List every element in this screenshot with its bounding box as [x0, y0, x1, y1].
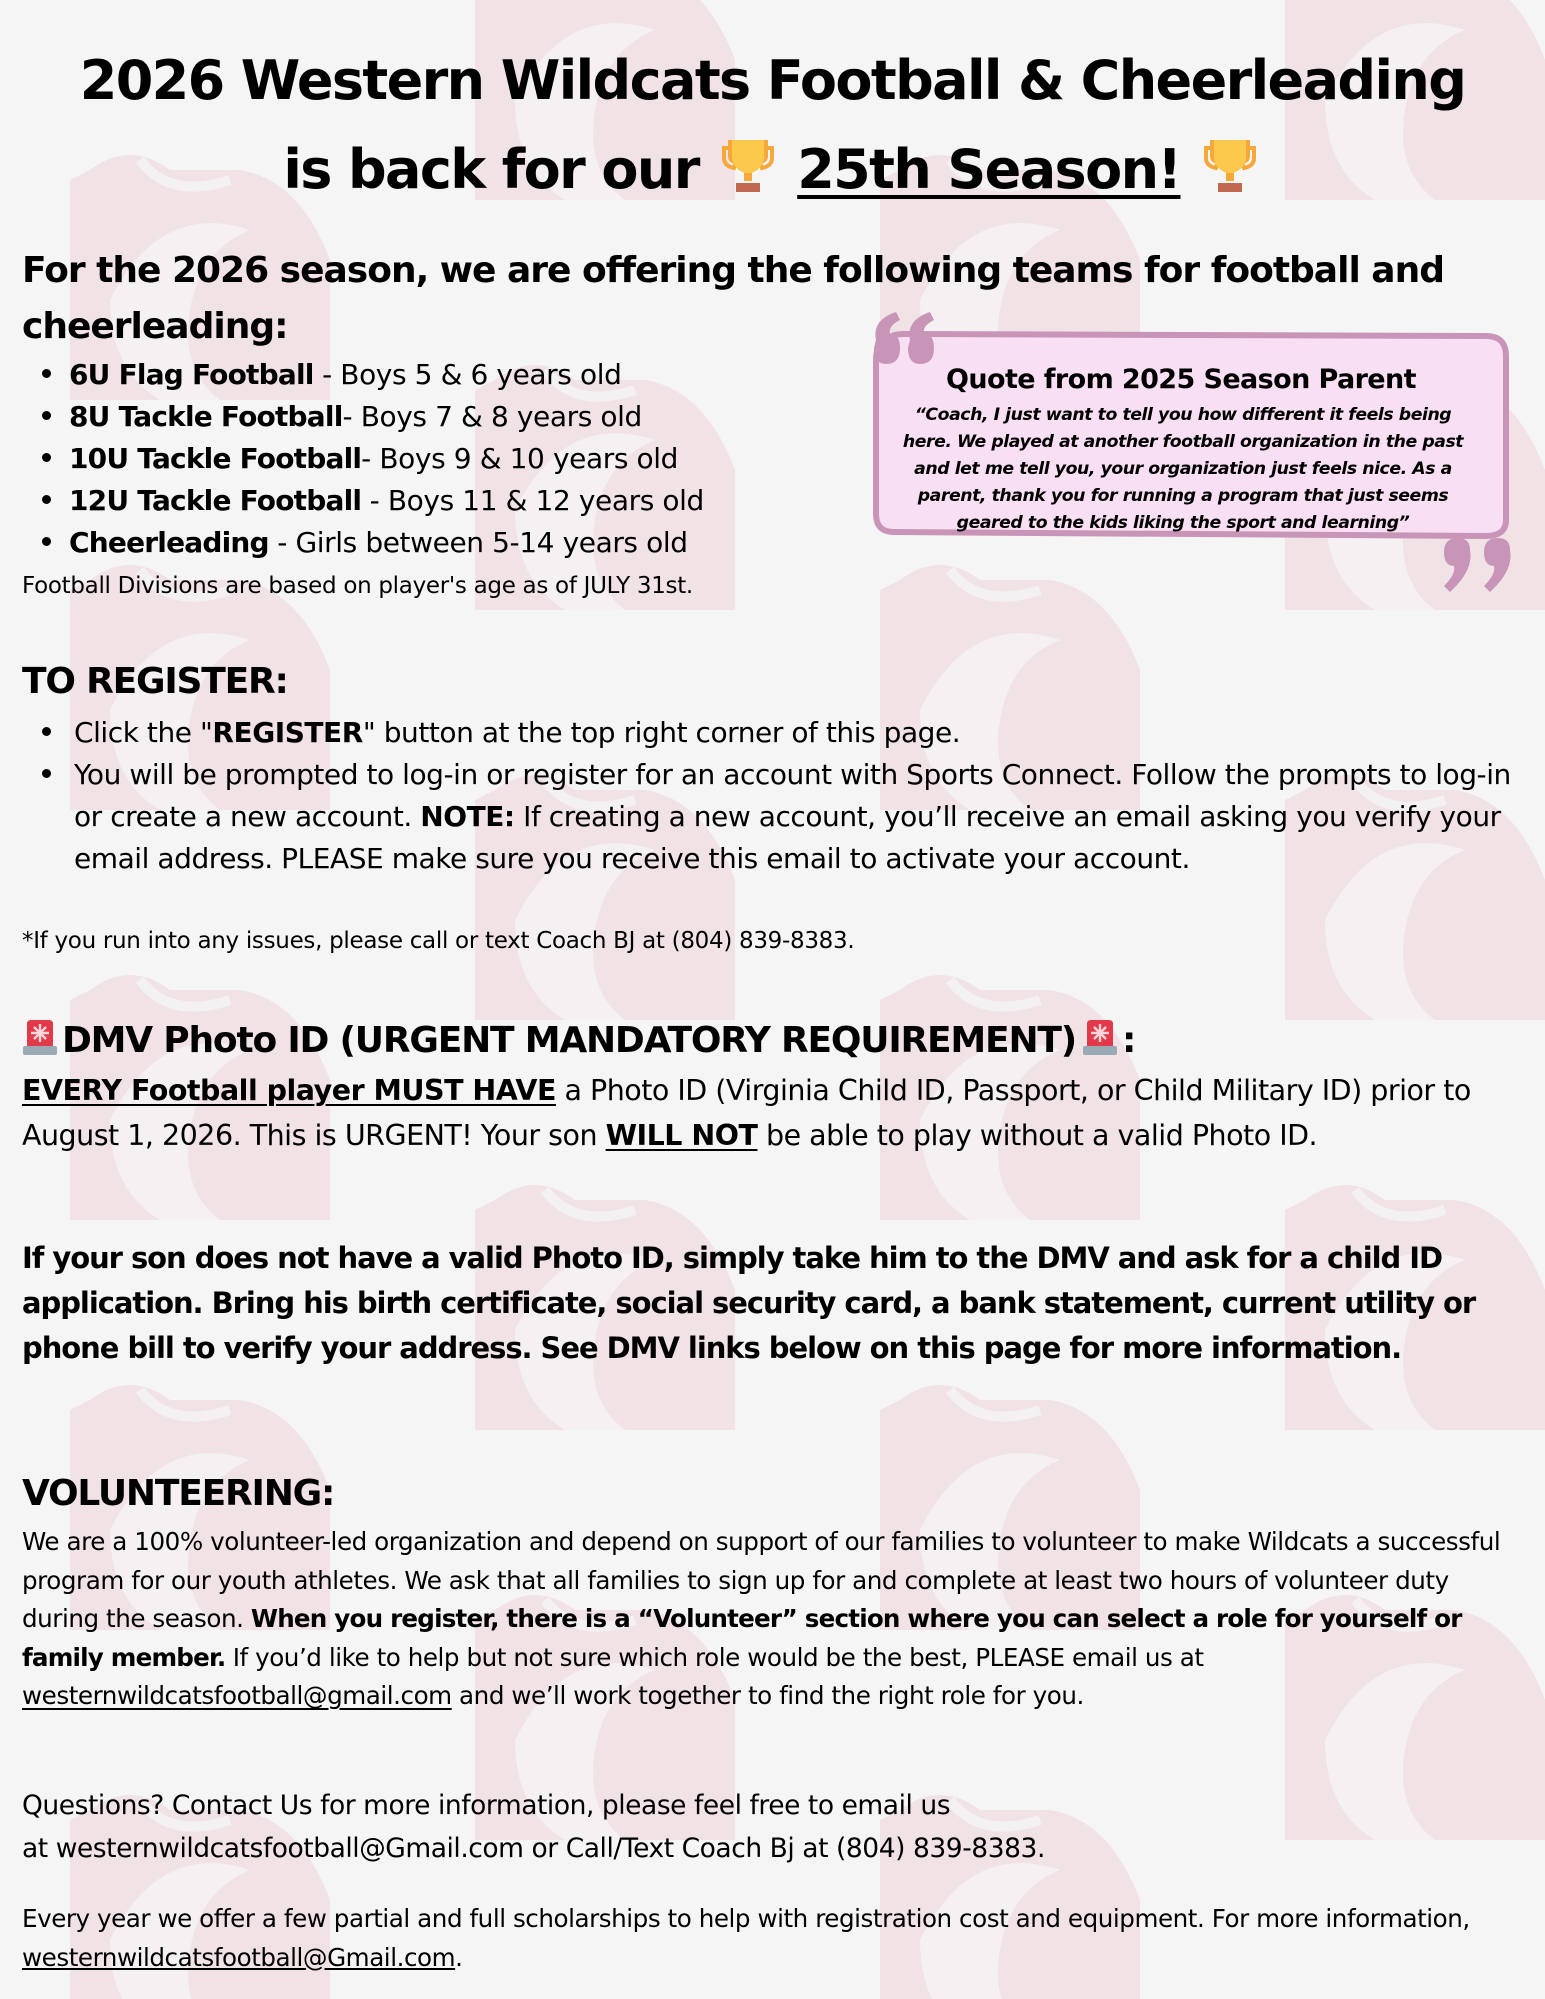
quote-title: Quote from 2025 Season Parent [946, 364, 1416, 395]
team-name: Cheerleading [69, 526, 269, 559]
contact-line-1: Questions? Contact Us for more information, please feel free to email us [22, 1790, 951, 1821]
step-text: " button at the top right corner of this page. [362, 716, 961, 749]
trophy-icon [1204, 136, 1256, 194]
step-text: If creating a new account, you’ll receive an email asking you verify your email address. PLEASE make sure you receive this email to activate your account. [74, 800, 1501, 875]
volunteer-text: We are a 100% volunteer-led organization and depend on support of our families to volunteer to make Wildcats a successful program for our youth athletes. We ask that all families to sign up for and complete at least two hours of volunteer duty during the season. [22, 1527, 1501, 1633]
requirement-emphasis: EVERY Football player MUST HAVE [22, 1074, 556, 1107]
volunteering-heading: VOLUNTEERING: [22, 1473, 335, 1514]
close-quote-icon [1444, 538, 1511, 592]
divisions-note: Football Divisions are based on player's age as of JULY 31st. [22, 573, 693, 599]
volunteering-text [22, 1523, 1532, 1716]
parent-quote-box [866, 300, 1545, 600]
register-heading: TO REGISTER: [22, 661, 288, 702]
register-step [42, 712, 1522, 754]
team-name: 12U Tackle Football [69, 484, 362, 517]
page-title-line-1: 2026 Western Wildcats Football & Cheerleading [79, 49, 1466, 112]
team-item [42, 480, 704, 522]
title-prefix: is back for our [283, 138, 699, 201]
step-text: Click the " [74, 716, 213, 749]
dmv-heading-text: DMV Photo ID (URGENT MANDATORY REQUIREMENT) [62, 1020, 1076, 1061]
team-desc: - Boys 7 & 8 years old [342, 400, 642, 433]
police-light-icon [1082, 1018, 1118, 1056]
teams-heading-line-1: For the 2026 season, we are offering the following teams for football and [22, 250, 1445, 291]
register-step [42, 754, 1522, 880]
dmv-requirement [22, 1068, 1527, 1158]
volunteer-email-link[interactable]: westernwildcatsfootball@gmail.com [22, 1681, 452, 1710]
police-light-icon [22, 1018, 58, 1056]
quote-body: “Coach, I just want to tell you how different it feels being here. We played at another football organization in the past and let me tell you, your organization just feels nice. As a parent, thank you for running a program that just seems geared to the kids liking the sport and learning” [902, 405, 1464, 533]
team-item [42, 396, 704, 438]
requirement-text: be able to play without a valid Photo ID. [757, 1119, 1318, 1152]
team-item [42, 522, 704, 564]
scholarship-body: Every year we offer a few partial and full scholarships to help with registration cost and equipment. For more information, [22, 1904, 1470, 1933]
register-keyword: REGISTER [212, 716, 363, 749]
register-steps [42, 712, 1522, 880]
requirement-text: a Photo ID (Virginia Child ID, Passport, or Child Military ID) prior to August 1, 2026. This is URGENT! Your son [22, 1074, 1471, 1152]
team-desc: - Girls between 5-14 years old [268, 526, 688, 559]
teams-list [42, 354, 704, 564]
dmv-heading [22, 1018, 1135, 1059]
team-item [42, 438, 704, 480]
note-label: NOTE: [420, 800, 515, 833]
scholarship-text [22, 1900, 1532, 1977]
team-name: 8U Tackle Football [69, 400, 343, 433]
volunteer-section-note: When you register, there is a “Volunteer” section where you can select a role for yourself or family member. [22, 1604, 1462, 1672]
team-desc: - Boys 5 & 6 years old [313, 358, 622, 391]
dmv-heading-suffix: : [1122, 1020, 1136, 1061]
volunteer-text: and we’ll work together to find the right role for you. [451, 1681, 1084, 1710]
register-footnote: *If you run into any issues, please call or text Coach BJ at (804) 839-8383. [22, 928, 855, 954]
trophy-icon [722, 136, 774, 194]
volunteer-text: If you’d like to help but not sure which role would be the best, PLEASE email us at [225, 1642, 1204, 1672]
scholarship-email-link[interactable]: westernwildcatsfootball@Gmail.com [22, 1942, 456, 1972]
team-desc: - Boys 11 & 12 years old [361, 484, 704, 517]
team-item [42, 354, 704, 396]
season-highlight: 25th Season! [797, 138, 1181, 201]
team-name: 10U Tackle Football [69, 442, 362, 475]
dmv-instructions: If your son does not have a valid Photo ID, simply take him to the DMV and ask for a child ID application. Bring his birth certificate, social security card, a bank statement, current utility or phone bill to verify your address. See DMV links below on this page for more information. [22, 1241, 1476, 1365]
will-not-emphasis: WILL NOT [605, 1119, 758, 1152]
scholarship-suffix: . [455, 1942, 463, 1972]
team-name: 6U Flag Football [69, 358, 314, 391]
team-desc: - Boys 9 & 10 years old [361, 442, 678, 475]
teams-heading-line-2: cheerleading: [22, 306, 288, 347]
contact-line-2: at westernwildcatsfootball@Gmail.com or Call/Text Coach Bj at (804) 839-8383. [22, 1833, 1045, 1864]
page-title-line-2 [0, 136, 1545, 201]
step-text: You will be prompted to log-in or register for an account with Sports Connect. Follow the prompts to log-in or create a new account. [74, 758, 1511, 833]
